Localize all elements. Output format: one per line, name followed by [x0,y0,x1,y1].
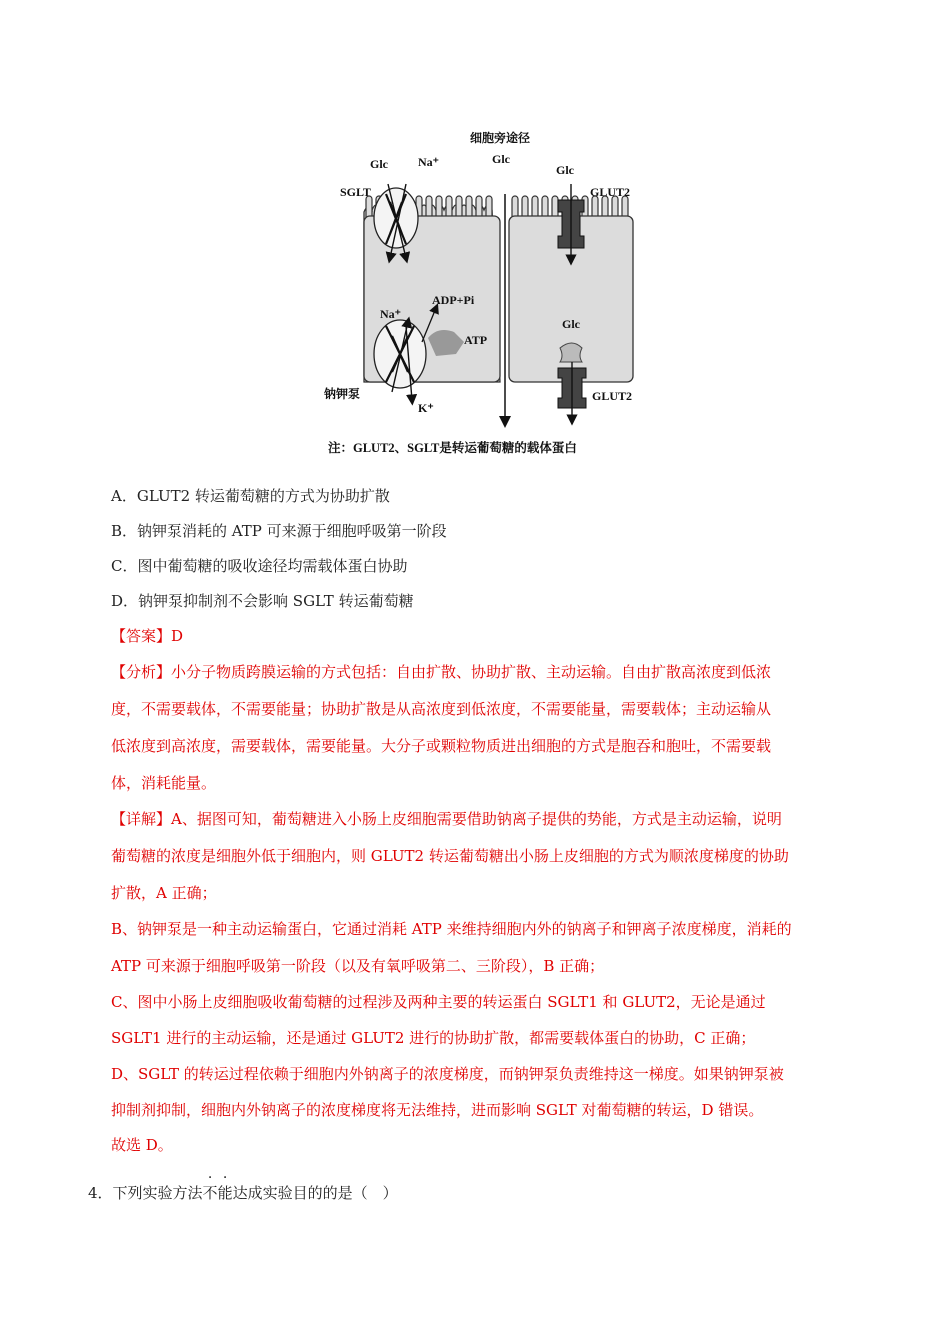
label-k: K⁺ [418,401,434,415]
analysis-line: 【分析】小分子物质跨膜运输的方式包括：自由扩散、协助扩散、主动运输。自由扩散高浓度到低浓 [111,663,772,681]
detail-line: ATP 可来源于细胞呼吸第一阶段（以及有氧呼吸第二、三阶段），B 正确； [111,957,605,975]
detail-line: 扩散，A 正确； [111,884,217,902]
figure-note: 注：GLUT2、SGLT是转运葡萄糖的载体蛋白 [328,441,577,455]
question-4-suffix: 达成实验目的的是（ ） [232,1184,398,1202]
label-paracellular-glc: Glc [492,152,510,166]
emphasis-char: 不 [202,1184,218,1202]
analysis-line: 度，不需要载体，不需要能量；协助扩散是从高浓度到低浓度，不需要能量，需要载体；主动运输从 [111,700,772,718]
option-c: C．图中葡萄糖的吸收途径均需载体蛋白协助 [111,557,408,575]
option-a: A．GLUT2 转运葡萄糖的方式为协助扩散 [111,487,390,505]
option-d: D．钠钾泵抑制剂不会影响 SGLT 转运葡萄糖 [111,592,414,610]
label-paracellular: 细胞旁途径 [470,131,531,145]
label-na-bottom: Na⁺ [380,307,401,321]
label-sglt: SGLT [340,185,371,199]
label-glut2-bottom: GLUT2 [592,389,633,403]
detail-line: B、钠钾泵是一种主动运输蛋白，它通过消耗 ATP 来维持细胞内外的钠离子和钾离子浓度梯度，消耗的 [111,920,792,938]
label-glc-bottom: Glc [562,317,580,331]
analysis-line: 低浓度到高浓度，需要载体，需要能量。大分子或颗粒物质进出细胞的方式是胞吞和胞吐，不需要载 [111,737,772,755]
analysis-line: 体，消耗能量。 [111,774,217,792]
question-4-prefix: 4．下列实验方法 [88,1184,203,1202]
label-na-top: Na⁺ [418,155,439,169]
detail-line: SGLT1 进行的主动运输，还是通过 GLUT2 进行的协助扩散，都需要载体蛋白的协助，C 正确； [111,1029,756,1047]
label-right-glc: Glc [556,163,574,177]
label-atp: ATP [464,333,488,347]
label-left-glc: Glc [370,157,388,171]
cell-transport-diagram [320,122,645,462]
emphasis-char: 能 [217,1184,233,1202]
detail-line: 抑制剂抑制，细胞内外钠离子的浓度梯度将无法维持，进而影响 SGLT 对葡萄糖的转运，D 错误。 [111,1101,764,1119]
label-glut2-top: GLUT2 [590,185,631,199]
detail-line: 【详解】A、据图可知，葡萄糖进入小肠上皮细胞需要借助钠离子提供的势能，方式是主动运输，说明 [111,810,782,828]
detail-line: C、图中小肠上皮细胞吸收葡萄糖的过程涉及两种主要的转运蛋白 SGLT1 和 GLUT2，无论是通过 [111,993,766,1011]
label-adp-pi: ADP+Pi [432,293,475,307]
question-4 [88,1183,398,1203]
answer: 【答案】D [111,627,184,645]
label-pump: 钠钾泵 [324,387,361,401]
detail-line: 葡萄糖的浓度是细胞外低于细胞内，则 GLUT2 转运葡萄糖出小肠上皮细胞的方式为顺浓度梯度的协助 [111,847,789,865]
option-b: B．钠钾泵消耗的 ATP 可来源于细胞呼吸第一阶段 [111,522,447,540]
detail-line: 故选 D。 [111,1136,173,1154]
detail-line: D、SGLT 的转运过程依赖于细胞内外钠离子的浓度梯度，而钠钾泵负责维持这一梯度。如果钠钾泵被 [111,1065,784,1083]
